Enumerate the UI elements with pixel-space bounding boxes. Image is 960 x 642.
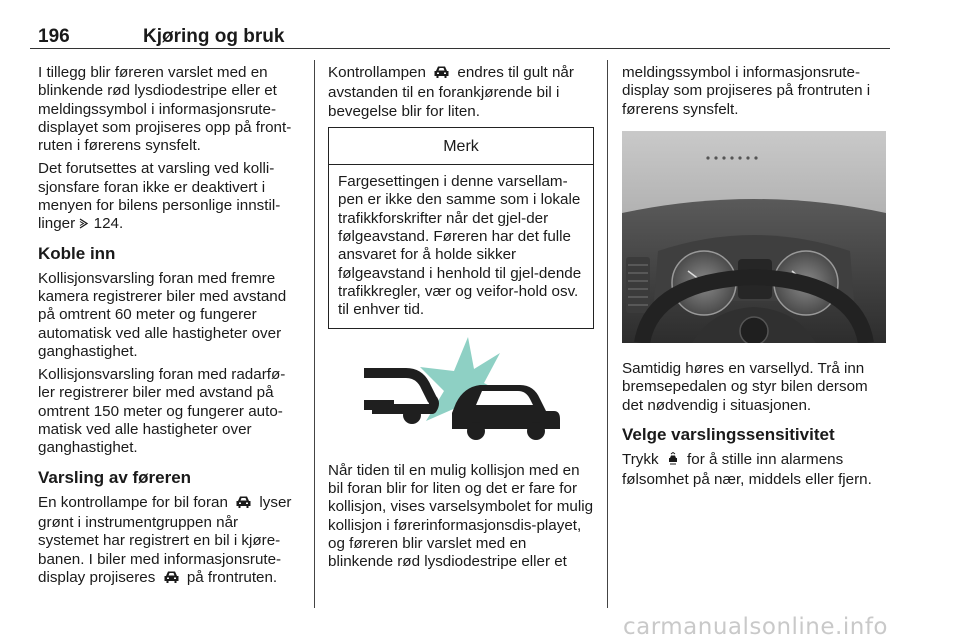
paragraph	[38, 494, 300, 589]
column-3	[622, 64, 890, 495]
column-2	[328, 64, 594, 577]
paragraph: Samtidig høres en varsellyd. Trå inn bremsepedalen og styr bilen dersom det nødvendig i situasjonen.	[622, 360, 868, 414]
paragraph	[328, 64, 594, 121]
column-divider	[314, 60, 315, 608]
paragraph-text: på frontruten.	[186, 568, 278, 586]
paragraph-text: endres til gult når avstanden til en forankjørende bil i bevegelse blir for liten.	[328, 64, 574, 120]
page-ref[interactable]: 124.	[93, 215, 124, 233]
heading-varsling: Varsling av føreren	[38, 467, 192, 487]
page-ref-icon	[79, 215, 93, 232]
page-number: 196	[38, 26, 70, 47]
sensitivity-button-icon	[666, 452, 680, 471]
paragraph: Når tiden til en mulig kollisjon med en bil foran blir for liten og det er fare for kollisjon, vises varselsymbolet for mulig kollisjon i førerinformasjonsdis-playet, og føreren blir varslet med en blinkende rød lysdiodestripe eller et	[328, 461, 594, 571]
paragraph	[622, 451, 890, 490]
car-front-icon	[433, 65, 450, 84]
paragraph: Kollisjonsvarsling foran med fremre kamera registrerer biler med avstand på omtrent 60 meter og fungerer automatisk ved alle hastigheter over ganghastighet.	[38, 269, 287, 360]
collision-warning-icon	[328, 329, 594, 447]
collision-warning-illustration	[328, 329, 594, 452]
column-divider	[607, 60, 608, 608]
chapter-title: Kjøring og bruk	[143, 26, 285, 47]
paragraph: meldingssymbol i informasjonsrute-display som projiseres på frontruten i førerens synsfelt.	[622, 64, 871, 118]
car-front-icon	[163, 570, 180, 589]
note-box	[328, 127, 594, 329]
paragraph-text: Trykk	[622, 451, 659, 469]
note-title: Merk	[329, 128, 593, 165]
paragraph	[38, 160, 300, 233]
paragraph-text: Det forutsettes at varsling ved kolli-sjonsfare foran ikke er deaktivert i menyen for bilens personlige innstil-linger	[38, 160, 281, 233]
heading-velge: Velge varslingssensitivitet	[622, 425, 835, 445]
paragraph-text: lyser grønt i instrumentgruppen når systemet har registrert en bil i kjøre-banen. I biler med informasjonsrute-display projiseres	[38, 493, 292, 586]
paragraph-text: for å stille inn alarmens følsomhet på nær, middels eller fjern.	[622, 451, 872, 489]
page-header	[30, 26, 890, 49]
car-front-icon	[235, 495, 252, 514]
paragraph-text: Kontrollampen	[328, 64, 426, 81]
column-1	[38, 64, 300, 594]
watermark: carmanualsonline.info	[622, 614, 888, 640]
paragraph-text: En kontrollampe for bil foran	[38, 493, 228, 511]
heading-koble-inn: Koble inn	[38, 243, 116, 263]
windshield-led-photo	[622, 131, 890, 348]
paragraph: I tillegg blir føreren varslet med en blinkende rød lysdiodestripe eller et meldingssymbol i informasjonsrute-displayet som projiseres opp på front-ruten i førerens synsfelt.	[38, 64, 292, 155]
note-text: Fargesettingen i denne varsellam-pen er ikke den samme som i lokale trafikkforskrifter når det gjel-der følgeavstand. Føreren har det fulle ansvaret for å holde sikker følgeavstand i henhold til gjel-dende trafikkregler, vær og veifor-hold osv. til enhver tid.	[338, 173, 582, 319]
paragraph: Kollisjonsvarsling foran med radarfø-ler registrerer biler med avstand på omtrent 150 meter og fungerer auto-matisk ved alle hastigheter over ganghastighet.	[38, 366, 286, 457]
